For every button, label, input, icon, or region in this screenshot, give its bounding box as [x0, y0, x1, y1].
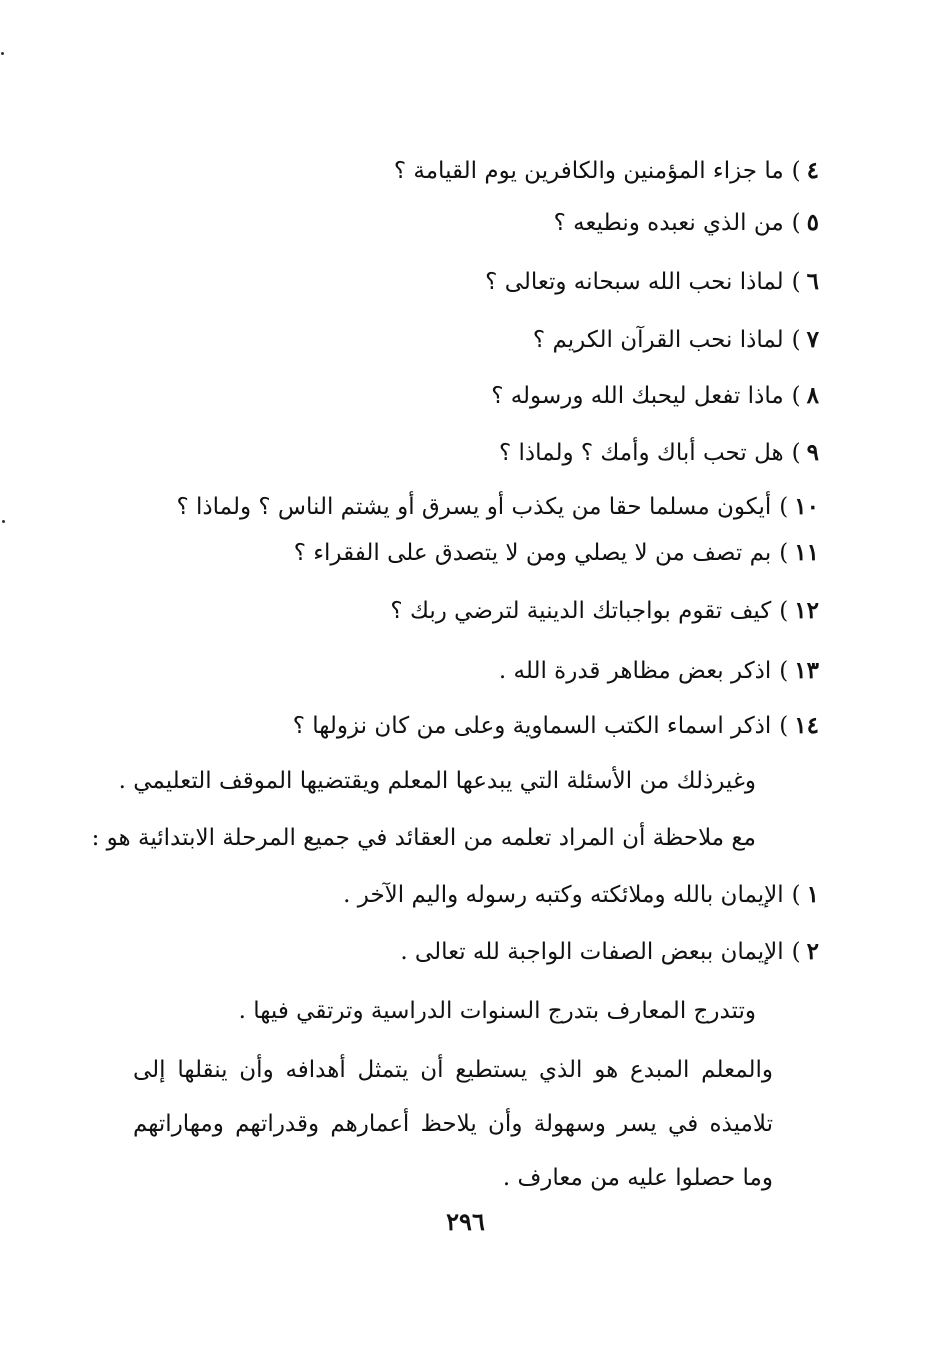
question-text: لماذا نحب القرآن الكريم ؟: [532, 327, 784, 353]
question-14: ١٤)اذكر اسماء الكتب السماوية وعلى من كان نزولها ؟: [292, 712, 819, 739]
point-text: الإيمان بالله وملائكته وكتبه رسوله واليم الآخر .: [343, 882, 784, 908]
question-text: اذكر اسماء الكتب السماوية وعلى من كان نزولها ؟: [292, 713, 772, 739]
question-number: ٥: [806, 209, 819, 236]
question-text: كيف تقوم بواجباتك الدينية لترضي ربك ؟: [390, 598, 772, 624]
page-number: ٢٩٦: [446, 1207, 485, 1236]
point-text: الإيمان ببعض الصفات الواجبة لله تعالى .: [400, 939, 784, 965]
question-text: اذكر بعض مظاهر قدرة الله .: [498, 658, 772, 684]
question-11: ١١)بم تصف من لا يصلي ومن لا يتصدق على الفقراء ؟: [293, 539, 819, 566]
question-number: ١٤: [794, 712, 819, 739]
question-number: ١١: [794, 539, 819, 566]
question-number: ١٠: [794, 493, 819, 520]
question-number: ٦: [806, 268, 819, 295]
question-13: ١٣)اذكر بعض مظاهر قدرة الله .: [498, 657, 819, 684]
question-9: ٩)هل تحب أباك وأمك ؟ ولماذا ؟: [498, 439, 819, 466]
question-5: ٥)من الذي نعبده ونطيعه ؟: [553, 209, 819, 236]
scan-speck: [2, 520, 5, 523]
question-text: هل تحب أباك وأمك ؟ ولماذا ؟: [498, 440, 784, 466]
teacher-paragraph: والمعلم المبدع هو الذي يستطيع أن يتمثل أهدافه وأن ينقلها إلى تلاميذه في يسر وسهولة وأن يلاحظ أعمارهم وقدراتهم ومهاراتهم وما حصلوا عليه من معارف .: [133, 1057, 773, 1191]
question-number: ٤: [806, 157, 819, 184]
scan-speck: [1, 52, 4, 55]
question-number: ١٣: [794, 657, 819, 684]
question-text: بم تصف من لا يصلي ومن لا يتصدق على الفقراء ؟: [293, 540, 772, 566]
note-other-questions: وغيرذلك من الأسئلة التي يبدعها المعلم ويقتضيها الموقف التعليمي .: [118, 768, 756, 794]
question-12: ١٢)كيف تقوم بواجباتك الدينية لترضي ربك ؟: [390, 597, 819, 624]
question-number: ١٢: [794, 597, 819, 624]
question-10: ١٠)أيكون مسلما حقا من يكذب أو يسرق أو يشتم الناس ؟ ولماذا ؟: [176, 493, 819, 520]
question-4: ٤)ما جزاء المؤمنين والكافرين يوم القيامة ؟: [393, 157, 819, 184]
note-intro: مع ملاحظة أن المراد تعلمه من العقائد في جميع المرحلة الابتدائية هو :: [91, 825, 756, 851]
question-text: ما جزاء المؤمنين والكافرين يوم القيامة ؟: [393, 158, 784, 184]
point-2: ٢)الإيمان ببعض الصفات الواجبة لله تعالى .: [400, 938, 819, 965]
point-1: ١)الإيمان بالله وملائكته وكتبه رسوله واليم الآخر .: [343, 881, 819, 908]
question-text: من الذي نعبده ونطيعه ؟: [553, 210, 784, 236]
question-number: ٩: [806, 439, 819, 466]
point-number: ٢: [806, 938, 819, 965]
question-number: ٧: [806, 326, 819, 353]
point-number: ١: [806, 881, 819, 908]
question-6: ٦)لماذا نحب الله سبحانه وتعالى ؟: [485, 268, 819, 295]
question-text: ماذا تفعل ليحبك الله ورسوله ؟: [491, 383, 784, 409]
question-8: ٨)ماذا تفعل ليحبك الله ورسوله ؟: [491, 382, 819, 409]
gradual-sentence: وتتدرج المعارف بتدرج السنوات الدراسية وترتقي فيها .: [238, 998, 756, 1024]
question-number: ٨: [806, 382, 819, 409]
question-text: لماذا نحب الله سبحانه وتعالى ؟: [485, 269, 784, 295]
question-text: أيكون مسلما حقا من يكذب أو يسرق أو يشتم الناس ؟ ولماذا ؟: [176, 494, 772, 520]
question-7: ٧)لماذا نحب القرآن الكريم ؟: [532, 326, 819, 353]
